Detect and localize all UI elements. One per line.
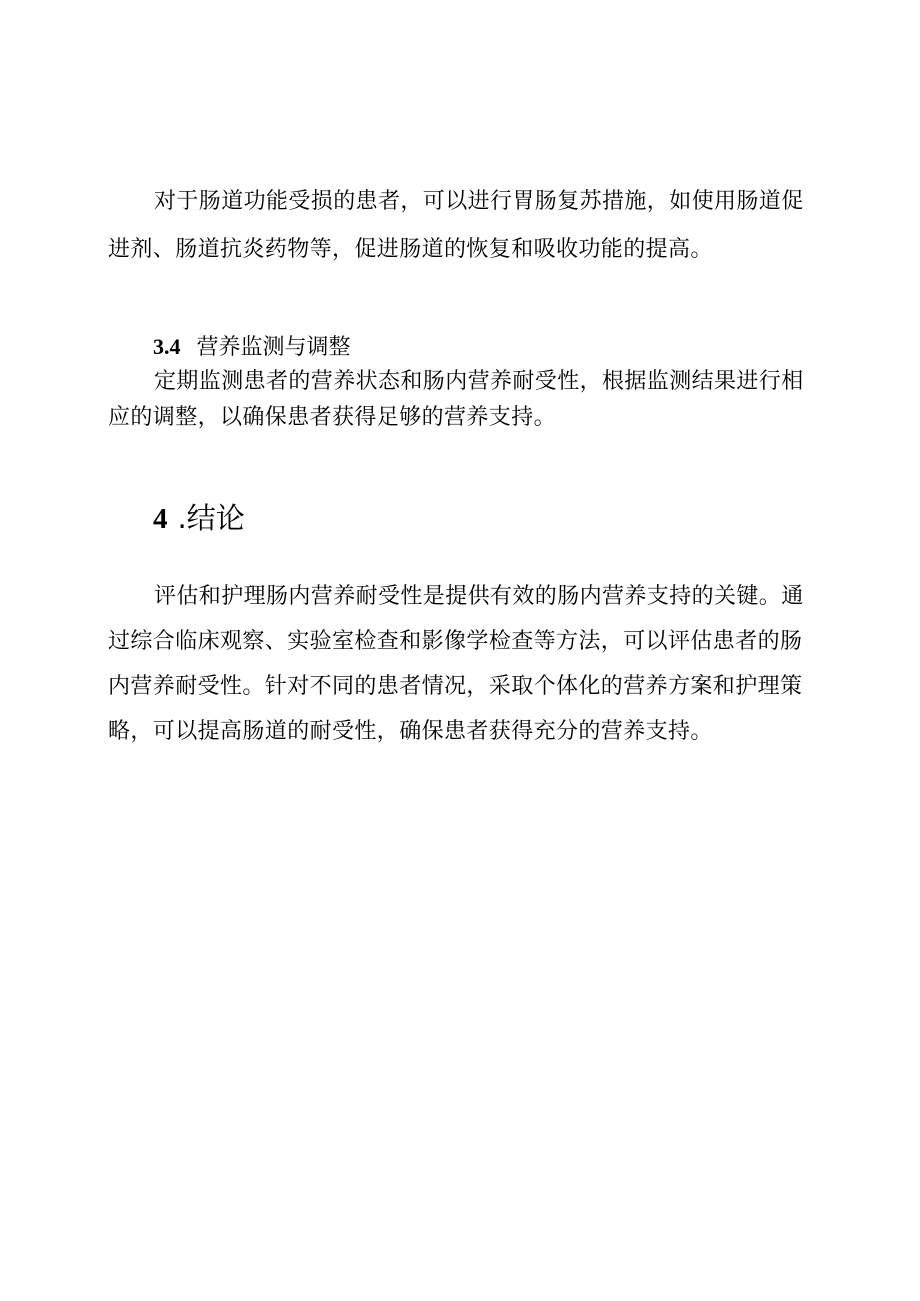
section-title: .结论 bbox=[177, 501, 245, 535]
section-title: 营养监测与调整 bbox=[196, 335, 351, 360]
paragraph-nutrition-monitoring: 定期监测患者的营养状态和肠内营养耐受性，根据监测结果进行相应的调整，以确保患者获得足够的营养支持。 bbox=[108, 369, 804, 430]
section-number: 4 bbox=[153, 503, 168, 535]
section-number: 3.4 bbox=[153, 334, 181, 359]
paragraph-gut-recovery: 对于肠道功能受损的患者，可以进行胃肠复苏措施，如使用肠道促进剂、肠道抗炎药物等，促进肠道的恢复和吸收功能的提高。 bbox=[108, 189, 804, 262]
section-heading-4 bbox=[153, 498, 245, 539]
paragraph-conclusion: 评估和护理肠内营养耐受性是提供有效的肠内营养支持的关键。通过综合临床观察、实验室检查和影像学检查等方法，可以评估患者的肠内营养耐受性。针对不同的患者情况，采取个体化的营养方案和护理策略，可以提高肠道的耐受性，确保患者获得充分的营养支持。 bbox=[108, 584, 804, 744]
section-heading-3-4 bbox=[153, 332, 351, 363]
